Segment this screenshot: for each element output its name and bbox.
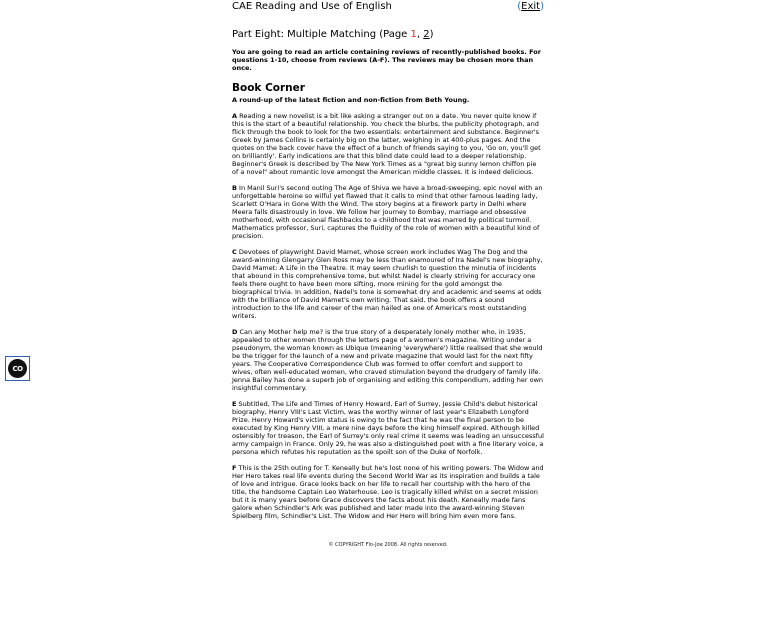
article-heading: Book Corner — [232, 82, 305, 94]
closed-caption-icon: CO — [8, 359, 27, 378]
copyright-notice: © COPYRIGHT Flo-Joe 2008. All rights reserved. — [328, 542, 448, 548]
exit-control: (Exit) — [517, 1, 544, 12]
page-content — [232, 0, 544, 549]
review-letter: F — [232, 464, 237, 472]
review-text: Reading a new novelist is a bit like asking a stranger out on a date. You never quite know if this is the start of a beautiful relationship. You check the blurbs, the publicity photograph, and flick through the book to look for the two essentials: entertainment and substance. Beginner's Greek by James Collins is certainly big on the latter, weighing in at 400-plus pages. And the quotes on the back cover have the effect of a bunch of friends saying to you, 'Go on, you'll get on brilliantly'. Early indications are that this blind date could lead to a deeper relationship. Beginner's Greek is described by The New York Times as a "great big sunny lemon chiffon pie of a novel" about romantic love amongst the American middle classes. It is indeed delicious. — [232, 112, 541, 176]
page-2-link[interactable]: 2 — [423, 29, 430, 40]
review-letter: C — [232, 248, 237, 256]
part-title: Part Eight: Multiple Matching (Page 1, 2) — [232, 29, 434, 40]
review-d — [232, 328, 544, 392]
top-bar — [232, 0, 544, 14]
review-letter: B — [232, 184, 237, 192]
review-text: Can any Mother help me? is the true story of a desperately lonely mother who, in 1935, appealed to other women through the letters page of a women's magazine. Writing under a pseudonym, the woman known as Ubique (meaning 'everywhere') little realised that she would be the trigger for the launch of a new and private magazine that would last for the next fifty years. The Cooperative Correspondence Club was formed to offer comfort and support to wives, often well-educated women, who craved stimulation beyond the drudgery of family life. Jenna Bailey has done a superb job of organising and editing this compendium, adding her own insightful commentary. — [232, 328, 544, 392]
review-text: Devotees of playwright David Mamet, whose screen work includes Wag The Dog and the award-winning Glengarry Glen Ross may be less than enamoured of Ira Nadel's new biography, David Mamet: A Life in the Theatre. It may seem churlish to question the minutia of incidents that abound in this comprehensive tome, but whilst Nadel is clearly striving for accuracy one feels there ought to have been more sifting, more mining for the gold amongst the biographical trivia. In addition, Nadel's tone is somewhat dry and academic and seems at odds with the brilliance of David Mamet's own writing. That said, the book offers a sound introduction to the life and career of the man hailed as one of America's most outstanding writers. — [232, 248, 543, 320]
closed-caption-button[interactable] — [5, 356, 30, 381]
instructions: You are going to read an article containing reviews of recently-published books. For questions 1-10, choose from reviews (A-F). The reviews may be chosen more than once. — [232, 48, 541, 72]
review-letter: E — [232, 400, 237, 408]
review-letter: D — [232, 328, 238, 336]
review-c — [232, 248, 544, 320]
app-title: CAE Reading and Use of English — [232, 1, 392, 12]
review-text: In Manil Suri's second outing The Age of Shiva we have a broad-sweeping, epic novel with an unforgettable heroine so wilful yet flawed that it calls to mind that other famous leading lady, Scarlett O'Hara in Gone With the Wind. The story begins at a firework party in Delhi where Meera falls disastrously in love. We follow her journey to Bombay, marriage and obsessive motherhood, with occasional flashbacks to a childhood that was marred by political turmoil. Mathematics professor, Suri, captures the fluidity of the role of women with a beautiful kind of precision. — [232, 184, 543, 240]
review-b — [232, 184, 544, 240]
review-text: This is the 25th outing for T. Keneally but he's lost none of his writing powers. The Widow and Her Hero takes real life events during the Second World War as its inspiration and builds a tale of love and intrigue. Grace looks back on her life to recall her courtship with the hero of the title, the handsome Captain Leo Waterhouse. Leo is tragically killed whilst on a secret mission but it is many years before Grace discovers the facts about his death. Keneally made fans galore when Schindler's Ark was published and later made into the award-winning Steven Spielberg film, Schindler's List. The Widow and Her Hero will bring him even more fans. — [232, 464, 544, 520]
article-subheading: A round-up of the latest fiction and non-fiction from Beth Young. — [232, 96, 470, 104]
review-f — [232, 464, 544, 520]
exit-link[interactable]: Exit — [521, 1, 541, 12]
review-e — [232, 400, 544, 456]
review-letter: A — [232, 112, 238, 120]
page-1-link[interactable]: 1 — [410, 29, 417, 40]
review-text: Subtitled, The Life and Times of Henry Howard, Earl of Surrey, Jessie Child's debut historical biography, Henry VIII's Last Victim, was the worthy winner of last year's Elizabeth Longford Prize. Henry Howard's victim status is owing to the fact that he was the final person to be executed by King Henry VIII, a mere nine days before the king himself expired. Although killed ostensibly for treason, the Earl of Surrey's only real crime it seems was leading an unsuccessful army campaign in France. Only 29, he was also a distinguished poet with a fine literary voice, a persona which refutes his reputation as the spoilt son of the Duke of Norfolk. — [232, 400, 544, 456]
review-a — [232, 112, 544, 176]
